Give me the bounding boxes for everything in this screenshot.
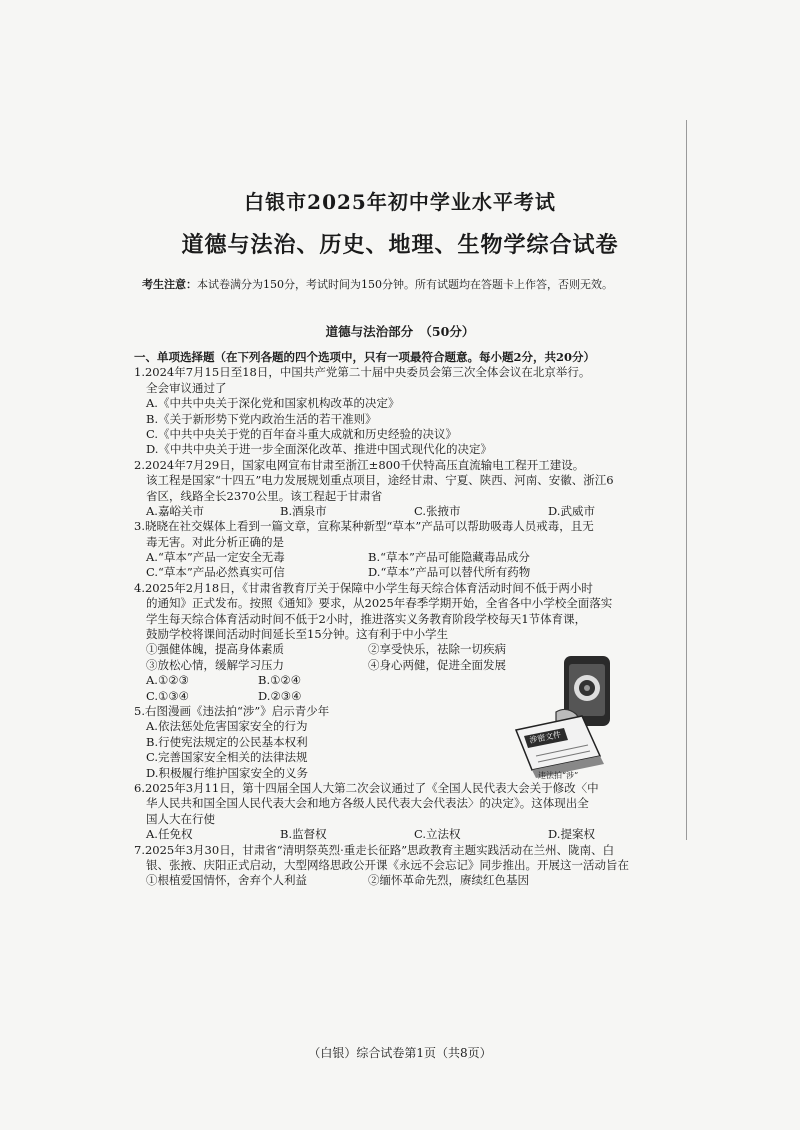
q3-option-b: B.“草本”产品可能隐藏毒品成分	[368, 550, 530, 565]
q5-option-d: D.积极履行维护国家安全的义务	[146, 765, 308, 780]
q6-option-b: B.监督权	[280, 827, 327, 842]
q6-stem-line: 国人大在行使	[146, 811, 215, 826]
notice-label: 考生注意：	[142, 278, 197, 291]
q6-stem-line: 华人民共和国全国人民代表大会和地方各级人民代表大会代表法〉的决定》。这体现出全	[146, 796, 589, 811]
q2-stem-line: 省区，线路全长2370公里。该工程起于甘肃省	[146, 488, 383, 503]
q7-stem-line: 银、张掖、庆阳正式启动，大型网络思政公开课《永远不会忘记》同步推出。开展这一活动旨在	[146, 857, 629, 872]
q4-option-c: C.①③④	[146, 688, 189, 703]
q4-item-4: ④身心两健，促进全面发展	[368, 657, 506, 672]
q7-items-row	[134, 873, 682, 888]
q4-stem-line: 的通知》正式发布。按照《通知》要求，从2025年春季学期开始，全省各中小学校全面落实	[146, 596, 613, 611]
exam-subtitle: 道德与法治、历史、地理、生物学综合试卷	[181, 232, 619, 258]
q4-option-a: A.①②③	[146, 673, 189, 688]
q1-option-b: B.《关于新形势下党内政治生活的若干准则》	[146, 411, 377, 426]
q7-item-2: ②缅怀革命先烈，赓续红色基因	[368, 873, 529, 888]
q3-option-a: A.“草本”产品一定安全无毒	[146, 550, 285, 565]
page-footer: （白银）综合试卷第1页（共8页）	[308, 1046, 492, 1060]
q4-item-3: ③放松心情，缓解学习压力	[146, 657, 284, 672]
q2-option-b: B.酒泉市	[280, 503, 327, 518]
q3-stem-line: 3.晓晓在社交媒体上看到一篇文章，宣称某种新型“草本”产品可以帮助吸毒人员戒毒，且无	[134, 519, 594, 534]
q4-stem-line: 鼓励学校将课间活动时间延长至15分钟。这有利于中小学生	[146, 627, 449, 642]
q6-options	[134, 827, 682, 842]
q4-option-d: D.②③④	[258, 688, 302, 703]
cartoon-caption: 违法拍“涉”	[538, 771, 579, 780]
q2-stem-line: 2.2024年7月29日，国家电网宣布甘肃至浙江±800千伏特高压直流输电工程开工建设。	[134, 457, 585, 472]
q6-option-c: C.立法权	[414, 827, 461, 842]
q1-option-c: C.《中共中央关于党的百年奋斗重大成就和历史经验的决议》	[146, 426, 458, 441]
q1-stem-line: 1.2024年7月15日至18日，中国共产党第二十届中央委员会第三次全体会议在北京举行。	[134, 365, 591, 380]
q3-options-row	[134, 550, 682, 565]
q5-stem: 5.右图漫画《违法拍“涉”》启示青少年	[134, 703, 330, 718]
q5-option-a: A.依法惩处危害国家安全的行为	[146, 719, 308, 734]
q2-stem-line: 该工程是国家“十四五”电力发展规划重点项目，途经甘肃、宁夏、陕西、河南、安徽、浙江6	[146, 473, 614, 488]
q3-options-row	[134, 565, 682, 580]
q5-option-b: B.行使宪法规定的公民基本权利	[146, 734, 308, 749]
q4-item-2: ②享受快乐，祛除一切疾病	[368, 642, 506, 657]
q6-stem-line: 6.2025年3月11日，第十四届全国人大第二次会议通过了《全国人民代表大会关于修改〈中	[134, 780, 599, 795]
q7-item-1: ①根植爱国情怀，舍弃个人利益	[146, 873, 307, 888]
q3-option-d: D.“草本”产品可以替代所有药物	[368, 565, 531, 580]
q6-option-d: D.提案权	[548, 827, 595, 842]
q5-cartoon-illustration	[508, 652, 648, 782]
q7-stem-line: 7.2025年3月30日，甘肃省“清明祭英烈·重走长征路”思政教育主题实践活动在兰州、陇南、白	[134, 842, 615, 857]
q1-stem-line: 全会审议通过了	[146, 380, 227, 395]
exam-title: 白银市2025年初中学业水平考试	[244, 190, 556, 214]
q1-option-d: D.《中共中央关于进一步全面深化改革、推进中国式现代化的决定》	[146, 442, 492, 457]
q1-option-a: A.《中共中央关于深化党和国家机构改革的决定》	[146, 396, 400, 411]
section-heading: 道德与法治部分 （50分）	[325, 324, 475, 339]
q2-options	[134, 504, 682, 519]
q3-option-c: C.“草本”产品必然真实可信	[146, 565, 285, 580]
q6-option-a: A.任免权	[146, 827, 193, 842]
part-header: 一、单项选择题（在下列各题的四个选项中，只有一项最符合题意。每小题2分，共20分）	[134, 350, 596, 364]
q2-option-c: C.张掖市	[414, 503, 461, 518]
notice-text: 本试卷满分为150分，考试时间为150分钟。所有试题均在答题卡上作答，否则无效。	[197, 278, 613, 291]
q4-item-1: ①强健体魄，提高身体素质	[146, 642, 284, 657]
q4-option-b: B.①②④	[258, 673, 302, 688]
q2-option-d: D.武威市	[548, 503, 595, 518]
q3-stem-line: 毒无害。对此分析正确的是	[146, 534, 284, 549]
questions-body	[134, 350, 682, 889]
document-label: 涉密文件	[528, 730, 562, 745]
q4-stem-line: 4.2025年2月18日，《甘肃省教育厅关于保障中小学生每天综合体育活动时间不低于两小时	[134, 580, 593, 595]
q5-option-c: C.完善国家安全相关的法律法规	[146, 750, 308, 765]
candidate-notice	[142, 276, 662, 292]
q4-stem-line: 学生每天综合体育活动时间不低于2小时，推进落实义务教育阶段学校每天1节体育课，	[146, 611, 587, 626]
q2-option-a: A.嘉峪关市	[146, 503, 204, 518]
